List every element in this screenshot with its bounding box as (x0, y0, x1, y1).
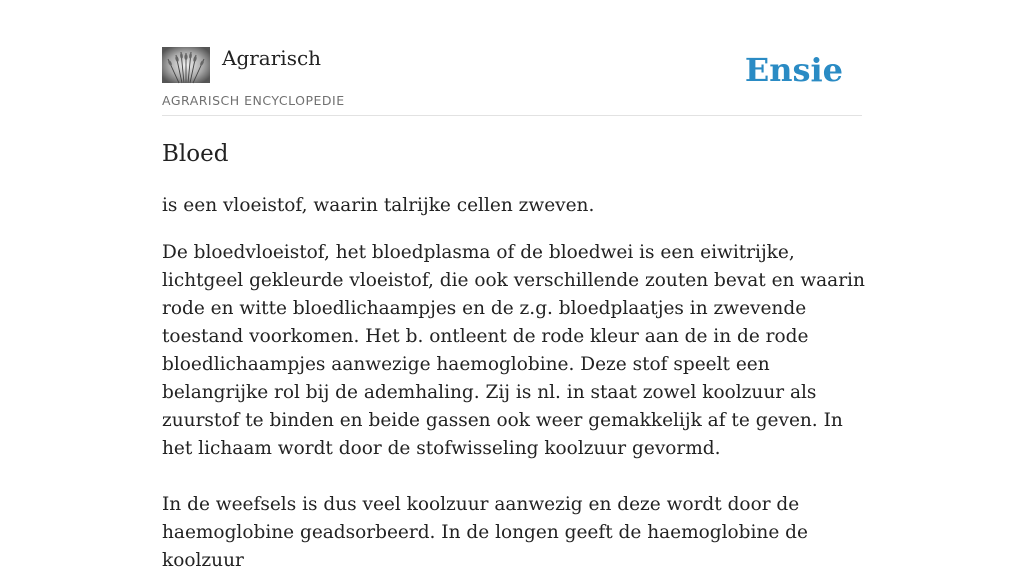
article-title: Bloed (162, 141, 229, 167)
ensie-logo[interactable]: Ensie (744, 51, 843, 89)
article-paragraph: In de weefsels is dus veel koolzuur aanwezig en deze wordt door de haemoglobine geadsorbeerd. In de longen geeft de haemoglobine de koolzuur (162, 494, 808, 571)
site-subtitle[interactable]: AGRARISCH ENCYCLOPEDIE (162, 93, 345, 108)
article-body (162, 192, 874, 575)
site-name[interactable]: Agrarisch (222, 46, 322, 70)
article-paragraph: De bloedvloeistof, het bloedplasma of de bloedwei is een eiwitrijke, lichtgeel gekleurde vloeistof, die ook verschillende zouten bevat en waarin rode en witte bloedlichaampjes en de z.g. bloedplaatjes in zwevende toestand voorkomen. Het b. ontleent de rode kleur aan de in de rode bloedlichaampjes aanwezige haemoglobine. Deze stof speelt een belangrijke rol bij de ademhaling. Zij is nl. in staat zowel koolzuur als zuurstof te binden en beide gassen ook weer gemakkelijk af te geven. In het lichaam wordt door de stofwisseling koolzuur gevormd. (162, 242, 865, 459)
article-lead: is een vloeistof, waarin talrijke cellen zweven. (162, 195, 595, 216)
site-header (162, 44, 862, 116)
wheat-logo-icon[interactable] (162, 47, 210, 83)
